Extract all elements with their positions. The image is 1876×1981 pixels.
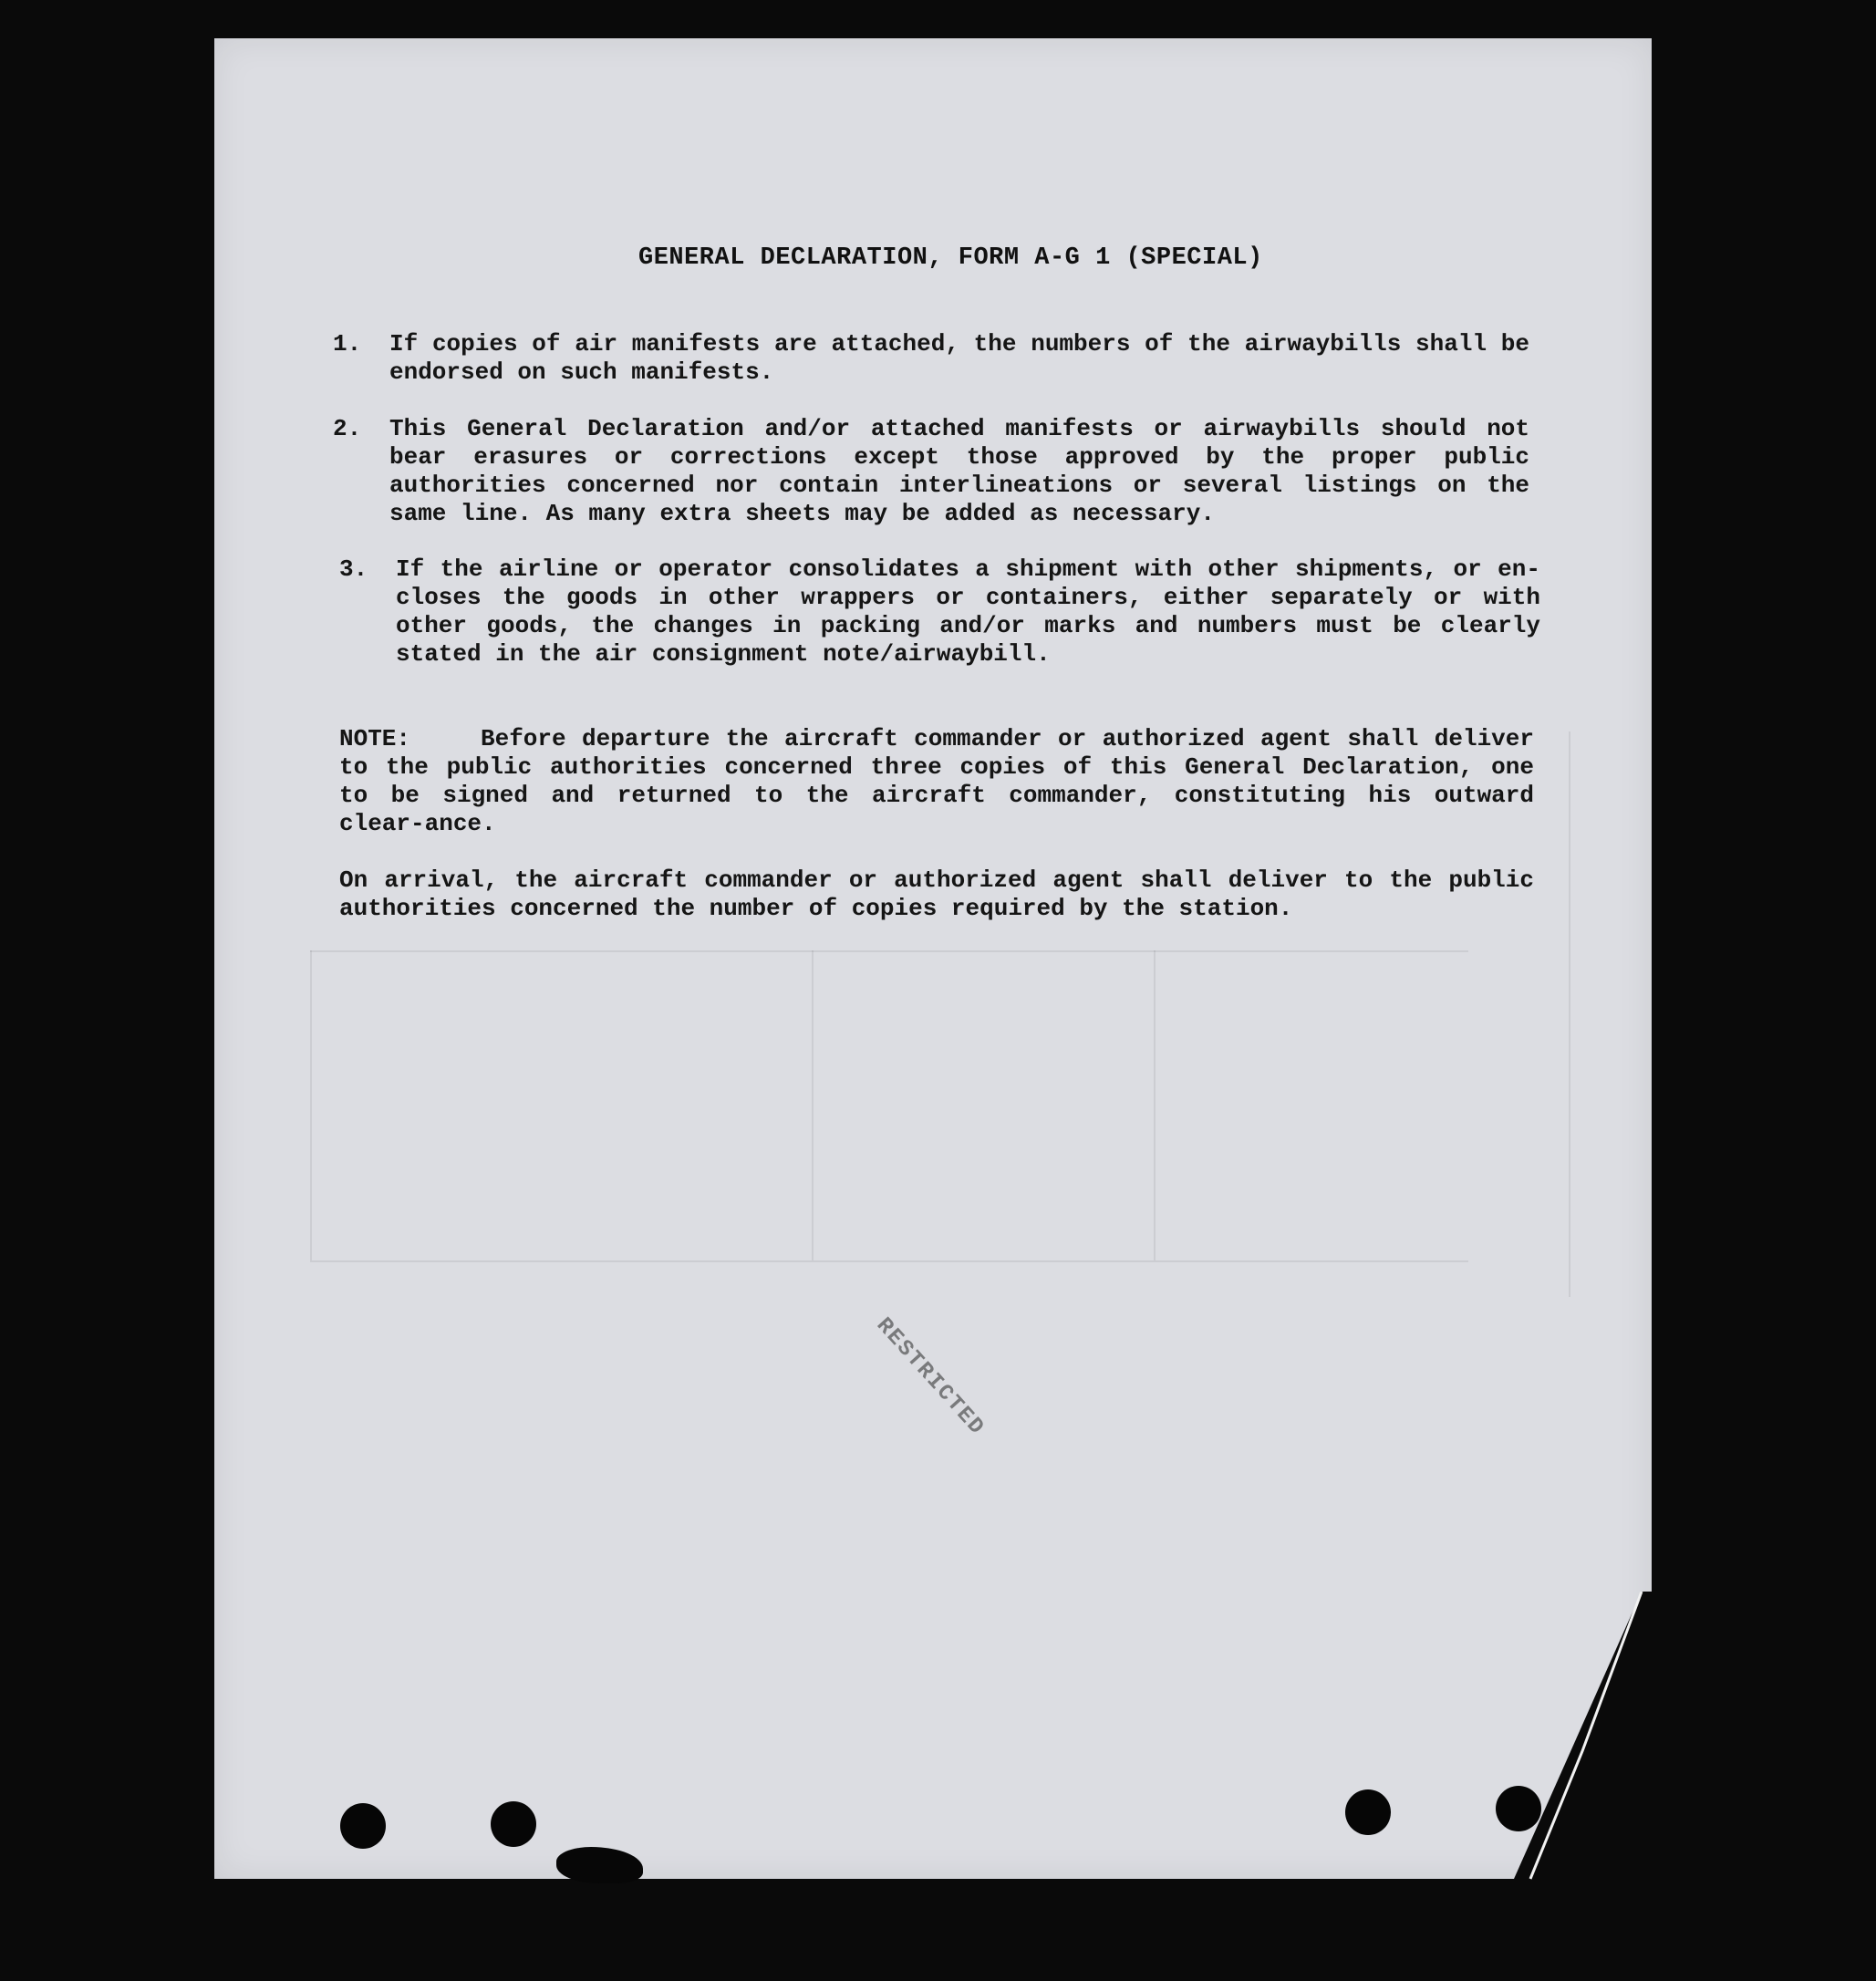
document-page [214, 38, 1652, 1879]
show-through-rule [310, 950, 1468, 952]
punch-hole [1496, 1786, 1541, 1831]
torn-corner [1514, 1592, 1660, 1893]
arrival-paragraph: On arrival, the aircraft commander or authorized agent shall deliver to the public authorities concerned the number of copies required by the station. [339, 866, 1534, 922]
list-item-number: 1. [333, 330, 362, 358]
show-through-rule [1154, 950, 1156, 1260]
list-item-text: If copies of air manifests are attached, the numbers of the airwaybills shall be endorsed on such manifests. [389, 330, 1529, 386]
note-label: NOTE: [339, 725, 411, 752]
punch-hole [1345, 1789, 1391, 1835]
show-through-rule [310, 950, 312, 1260]
document-title: GENERAL DECLARATION, FORM A-G 1 (SPECIAL) [638, 244, 1263, 272]
note-paragraph [339, 725, 1534, 838]
restricted-stamp: RESTRICTED [870, 1313, 990, 1441]
list-item-text: This General Declaration and/or attached manifests or airwaybills should not bear erasures or corrections except those approved by the proper public authorities concerned nor contain interlineations or several listings on the same line. As many extra sheets may be added as necessary. [389, 415, 1529, 527]
list-item-text: If the airline or operator consolidates a shipment with other shipments, or en-closes the goods in other wrappers or containers, either separately or with other goods, the changes in packing and/or marks and numbers must be clearly stated in the air consignment note/airwaybill. [396, 555, 1540, 668]
show-through-rule [1569, 731, 1570, 1297]
show-through-rule [812, 950, 814, 1260]
punch-hole [491, 1801, 536, 1847]
list-item-number: 2. [333, 415, 362, 442]
punch-hole [340, 1803, 386, 1849]
list-item-number: 3. [339, 555, 368, 583]
note-text: Before departure the aircraft commander or authorized agent shall deliver to the public authorities concerned three copies of this General Declaration, one to be signed and returned to the aircraft commander, constituting his outward clear-ance. [339, 725, 1534, 837]
show-through-rule [310, 1260, 1468, 1262]
